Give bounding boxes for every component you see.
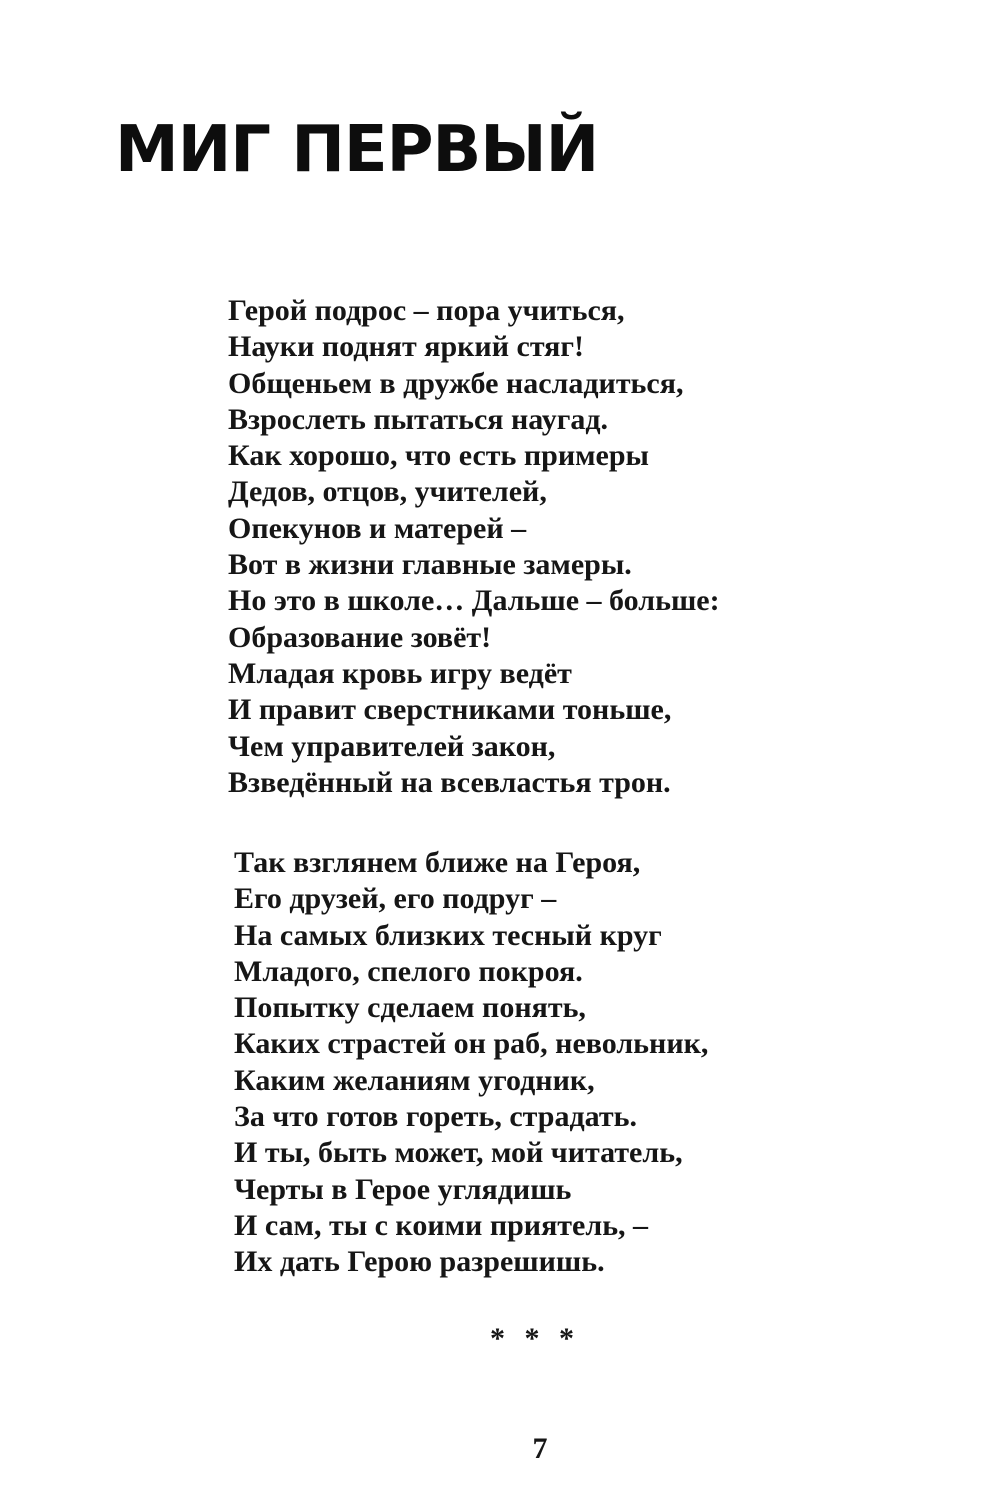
poem-line: Науки поднят яркий стяг! <box>228 330 585 364</box>
stanza-2 <box>234 845 708 1281</box>
poem-line: На самых близких тесный круг <box>234 918 662 952</box>
poem-line: Попытку сделаем понять, <box>234 991 586 1025</box>
poem-line: Дедов, отцов, учителей, <box>228 475 547 509</box>
poem-line: Каких страстей он раб, невольник, <box>234 1027 709 1061</box>
poem-line: Взрослеть пытаться наугад. <box>228 402 609 436</box>
page-number: 7 <box>532 1432 548 1465</box>
poem-line: Общеньем в дружбе насладиться, <box>228 366 684 400</box>
poem-line: И сам, ты с коими приятель, – <box>234 1208 649 1242</box>
poem-line: Но это в школе… Дальше – больше: <box>228 584 720 618</box>
poem-line: Опекунов и матерей – <box>228 511 527 545</box>
chapter-title: МИГ ПЕРВЫЙ <box>115 113 599 187</box>
poem-line: Как хорошо, что есть примеры <box>228 439 649 473</box>
poem-line: Чем управителей закон, <box>228 729 556 763</box>
poem-line: Образование зовёт! <box>228 620 492 654</box>
poem-line: И ты, быть может, мой читатель, <box>234 1136 683 1170</box>
poem-line: Их дать Герою разрешишь. <box>234 1245 605 1279</box>
poem-line: Герой подрос – пора учиться, <box>228 294 625 327</box>
poem-line: Черты в Герое углядишь <box>234 1172 572 1206</box>
poem-line: Каким желаниям угодник, <box>234 1063 595 1097</box>
poem-line: И правит сверстниками тоньше, <box>228 693 672 727</box>
poem-line: Младого, спелого покроя. <box>234 954 583 988</box>
poem-line: Младая кровь игру ведёт <box>228 656 572 690</box>
poem-line: Вот в жизни главные замеры. <box>228 548 632 582</box>
poem-line: За что готов гореть, страдать. <box>234 1100 637 1134</box>
stanza-1 <box>228 293 720 801</box>
poem-line: Взведённый на всевластья трон. <box>228 765 671 799</box>
poem-line: Так взглянем ближе на Героя, <box>234 846 641 879</box>
section-separator: * * * <box>490 1322 580 1355</box>
poem-line: Его друзей, его подруг – <box>234 882 557 916</box>
